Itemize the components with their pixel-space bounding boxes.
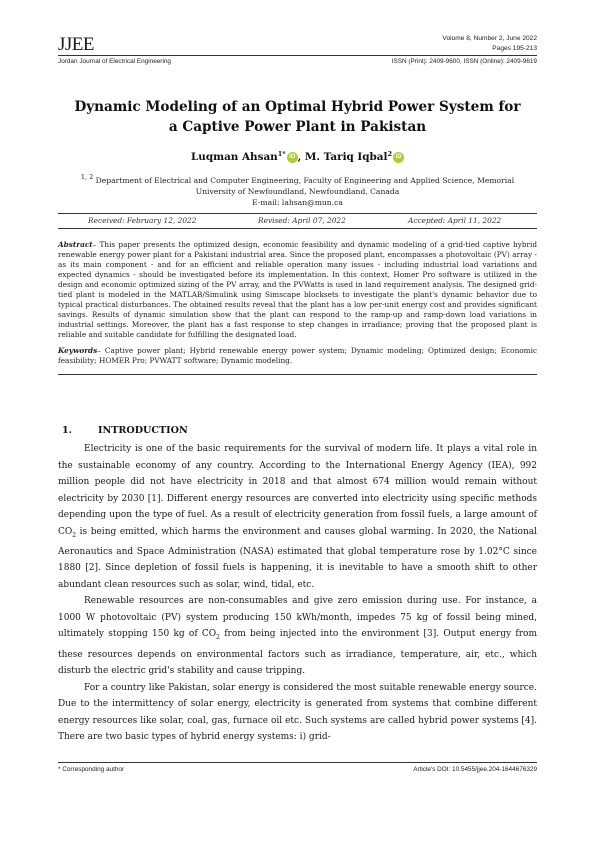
author-1-sup: 1* (277, 150, 286, 158)
article-doi[interactable]: Article's DOI: 10.5455/jjee.204-1644676329 (413, 766, 537, 773)
paragraph-1 (58, 441, 537, 593)
orcid-icon[interactable]: iD (287, 152, 298, 163)
header-divider (58, 55, 537, 56)
affiliation-block (80, 172, 515, 208)
email[interactable]: E-mail: lahsan@mun.ca (252, 198, 343, 207)
paragraph-1-text-a: Electricity is one of the basic requirements for the survival of modern life. It plays a vital role in the sustainable economy of any country. According to the International Energy Agency (IEA), 992 million people did not have electricity in 2018 and that almost 674 million would remain without electricity by 2030 [1]. Different energy resources are converted into electricity using specific methods depending upon the type of fuel. As a result of electricity generation from fossil fuels, a large amount of CO (58, 444, 537, 537)
pages-line: Pages 195-213 (492, 45, 537, 52)
keywords-text: Captive power plant; Hybrid renewable energy power system; Dynamic modeling; Optimized design; Economic feasibility; HOMER Pro; PVWATT software; Dynamic modeling. (58, 346, 538, 365)
dates-bar (58, 213, 537, 229)
footnote-corresponding: * Corresponding author (58, 766, 125, 773)
author-2-sup: 2 (387, 150, 393, 158)
subscript: 2 (216, 634, 220, 642)
abstract (58, 240, 537, 340)
journal-full-name: Jordan Journal of Electrical Engineering (58, 58, 171, 65)
abstract-dash: – (92, 240, 100, 249)
section-heading (62, 425, 188, 436)
affiliation-text: Department of Electrical and Computer Engineering, Faculty of Engineering and Applied Science, Memorial University of Newfoundland, Newfoundland, Canada (93, 176, 515, 196)
author-line (58, 150, 537, 163)
keywords-divider (58, 374, 537, 375)
keywords-dash: – (97, 346, 105, 355)
footer-divider (58, 762, 537, 763)
paragraph-1-text-b: is being emitted, which harms the environment and causes global warming. In 2020, the National Aeronautics and Space Administration (NASA) estimated that global temperature rose by 1.02°C since 1880 [2]. Since depletion of fossil fuels is happening, it is inevitable to have a smooth shift to other abundant clean resources such as solar, wind, tidal, etc. (58, 526, 537, 590)
affiliation (80, 172, 515, 197)
volume-line: Volume 8, Number 2, June 2022 (442, 35, 537, 42)
keywords-label: Keywords (58, 346, 98, 355)
abstract-text: This paper presents the optimized design, economic feasibility and dynamic modeling of a grid-tied captive hybrid renewable energy power plant for a Pakistani industrial area. Since the proposed plant, encompasses a photovoltaic (PV) array - as its main component - and for an efficient and reliable operation many issues - including industrial load variations and expected dynamics - should be investigated before its implementation. In this context, Homer Pro software is utilized in the design and economic optimized sizing of the PV array, and the PVWatts is used in land requirement analysis. The designed grid-tied plant is modeled in the MATLAB/Simulink using Simscape blocksets to investigate the plant's dynamic behavior due to typical practical disturbances. The obtained results reveal that the plant has a low per-unit energy cost and provides significant savings. Results of dynamic simulation show that the plant can respond to the ramp-up and ramp-down load variations in industrial settings. Moreover, the plant has a fast response to step changes in irradiance; proving that the proposed plant is reliable and suitable candidate for fulfilling the designated load. (58, 240, 537, 339)
paragraph-2-text-a: Renewable resources are non-consumables and give zero emission during use. For instance, a 1000 W photovoltaic (PV) system producing 150 kWh/month, impedes 75 kg of fossil being mined, ultimately stopping 150 kg of CO (58, 596, 537, 640)
issn-info: ISSN (Print): 2409-9600, ISSN (Online): 2409-9619 (391, 58, 537, 65)
journal-abbrev: JJEE (58, 34, 94, 55)
abstract-label: Abstract (58, 240, 93, 249)
subscript: 2 (72, 531, 77, 539)
accepted-date: Accepted: April 11, 2022 (408, 216, 502, 225)
section-number: 1. (62, 425, 73, 436)
author-separator: , (297, 151, 305, 163)
article-title: Dynamic Modeling of an Optimal Hybrid Power System for a Captive Power Plant in Pakistan (74, 99, 521, 135)
author-1-name: Luqman Ahsan (190, 151, 278, 163)
paragraph-3: For a country like Pakistan, solar energy is considered the most suitable renewable energy source. Due to the intermittency of solar energy, electricity is generated from systems that combine different energy resources like solar, coal, gas, furnace oil etc. Such systems are called hybrid power systems [4]. There are two basic types of hybrid energy systems: i) grid- (58, 682, 537, 743)
keywords (58, 346, 537, 366)
paragraph-2 (58, 593, 537, 679)
paragraph-2-text-b: from being injected into the environment [3]. Output energy from these resources depends on environmental factors such as irradiance, temperature, air, etc., which disturb the electric grid's stability and cause tripping. (58, 629, 537, 677)
affiliation-sup: 1, 2 (80, 173, 94, 181)
revised-date: Revised: April 07, 2022 (258, 216, 346, 225)
orcid-icon[interactable]: iD (393, 152, 404, 163)
volume-info (442, 34, 537, 54)
received-date: Received: February 12, 2022 (88, 216, 197, 225)
section-title: INTRODUCTION (98, 425, 188, 436)
body-text (58, 441, 537, 746)
author-2-name: M. Tariq Iqbal (304, 151, 388, 163)
